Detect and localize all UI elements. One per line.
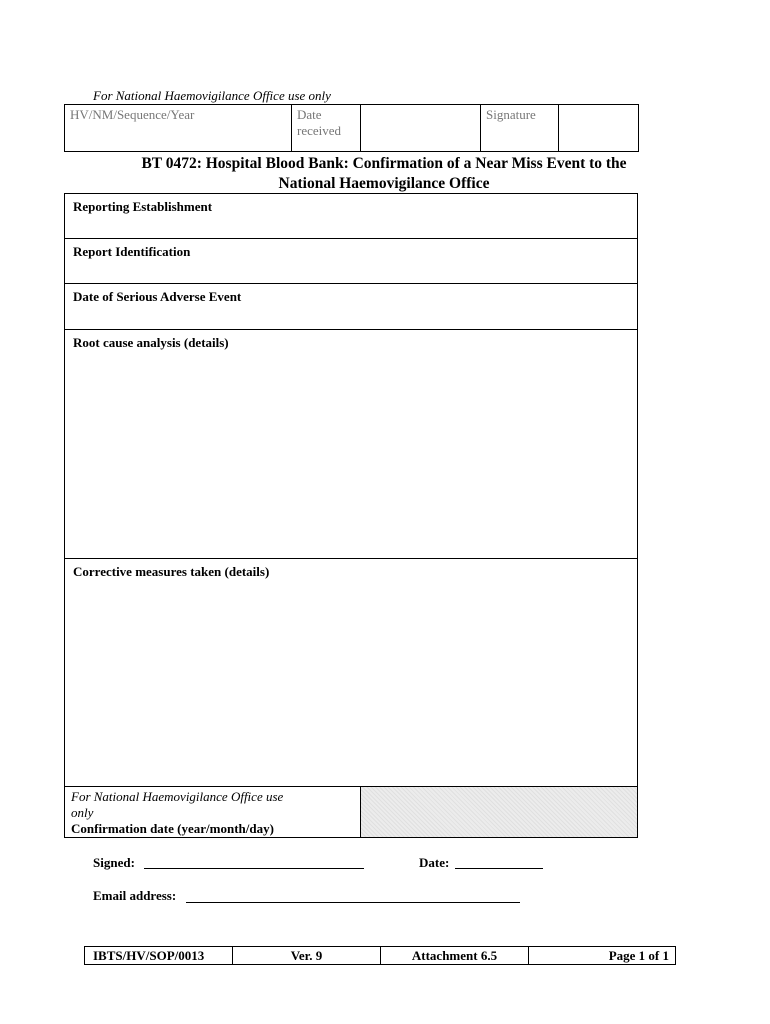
footer-version: Ver. 9 bbox=[233, 947, 381, 964]
report-identification-label: Report Identification bbox=[73, 244, 191, 259]
signature-field[interactable]: Signature bbox=[480, 105, 558, 151]
office-use-note-line2: only bbox=[71, 805, 94, 820]
email-line[interactable] bbox=[186, 902, 520, 903]
signed-line[interactable] bbox=[144, 868, 364, 869]
date-label: Date: bbox=[419, 855, 450, 870]
footer-page: Page 1 of 1 bbox=[608, 948, 669, 963]
signed-label: Signed: bbox=[93, 855, 135, 870]
office-use-cell bbox=[65, 787, 361, 837]
event-date-label: Date of Serious Adverse Event bbox=[73, 289, 242, 304]
form-title-line2: National Haemovigilance Office bbox=[278, 175, 490, 192]
reporting-establishment-row[interactable] bbox=[65, 194, 637, 239]
event-date-row[interactable] bbox=[65, 284, 637, 330]
date-received-value[interactable] bbox=[360, 105, 480, 151]
confirmation-date-field[interactable] bbox=[361, 787, 637, 837]
office-use-note: For National Haemovigilance Office use only bbox=[93, 88, 331, 103]
office-use-table bbox=[64, 104, 639, 152]
root-cause-row[interactable] bbox=[65, 330, 637, 559]
root-cause-label: Root cause analysis (details) bbox=[73, 335, 229, 350]
date-received-field[interactable]: Date received bbox=[291, 105, 360, 151]
form-title bbox=[64, 154, 704, 194]
signature-value[interactable] bbox=[558, 105, 640, 151]
corrective-measures-label: Corrective measures taken (details) bbox=[73, 564, 270, 579]
hv-sequence-field[interactable]: HV/NM/Sequence/Year bbox=[70, 107, 195, 122]
form-title-line1: BT 0472: Hospital Blood Bank: Confirmation of a Near Miss Event to the bbox=[141, 155, 627, 172]
footer-attachment: Attachment 6.5 bbox=[381, 947, 529, 964]
report-identification-row[interactable] bbox=[65, 239, 637, 284]
date-line[interactable] bbox=[455, 868, 543, 869]
near-miss-form bbox=[64, 193, 638, 838]
corrective-measures-row[interactable] bbox=[65, 559, 637, 787]
document-footer bbox=[84, 946, 676, 965]
email-label: Email address: bbox=[93, 888, 177, 903]
office-use-row bbox=[65, 787, 637, 837]
reporting-establishment-label: Reporting Establishment bbox=[73, 199, 213, 214]
confirmation-date-label: Confirmation date (year/month/day) bbox=[71, 821, 274, 836]
office-use-note-line1: For National Haemovigilance Office use bbox=[71, 789, 284, 804]
footer-doc-id: IBTS/HV/SOP/0013 bbox=[85, 947, 233, 964]
